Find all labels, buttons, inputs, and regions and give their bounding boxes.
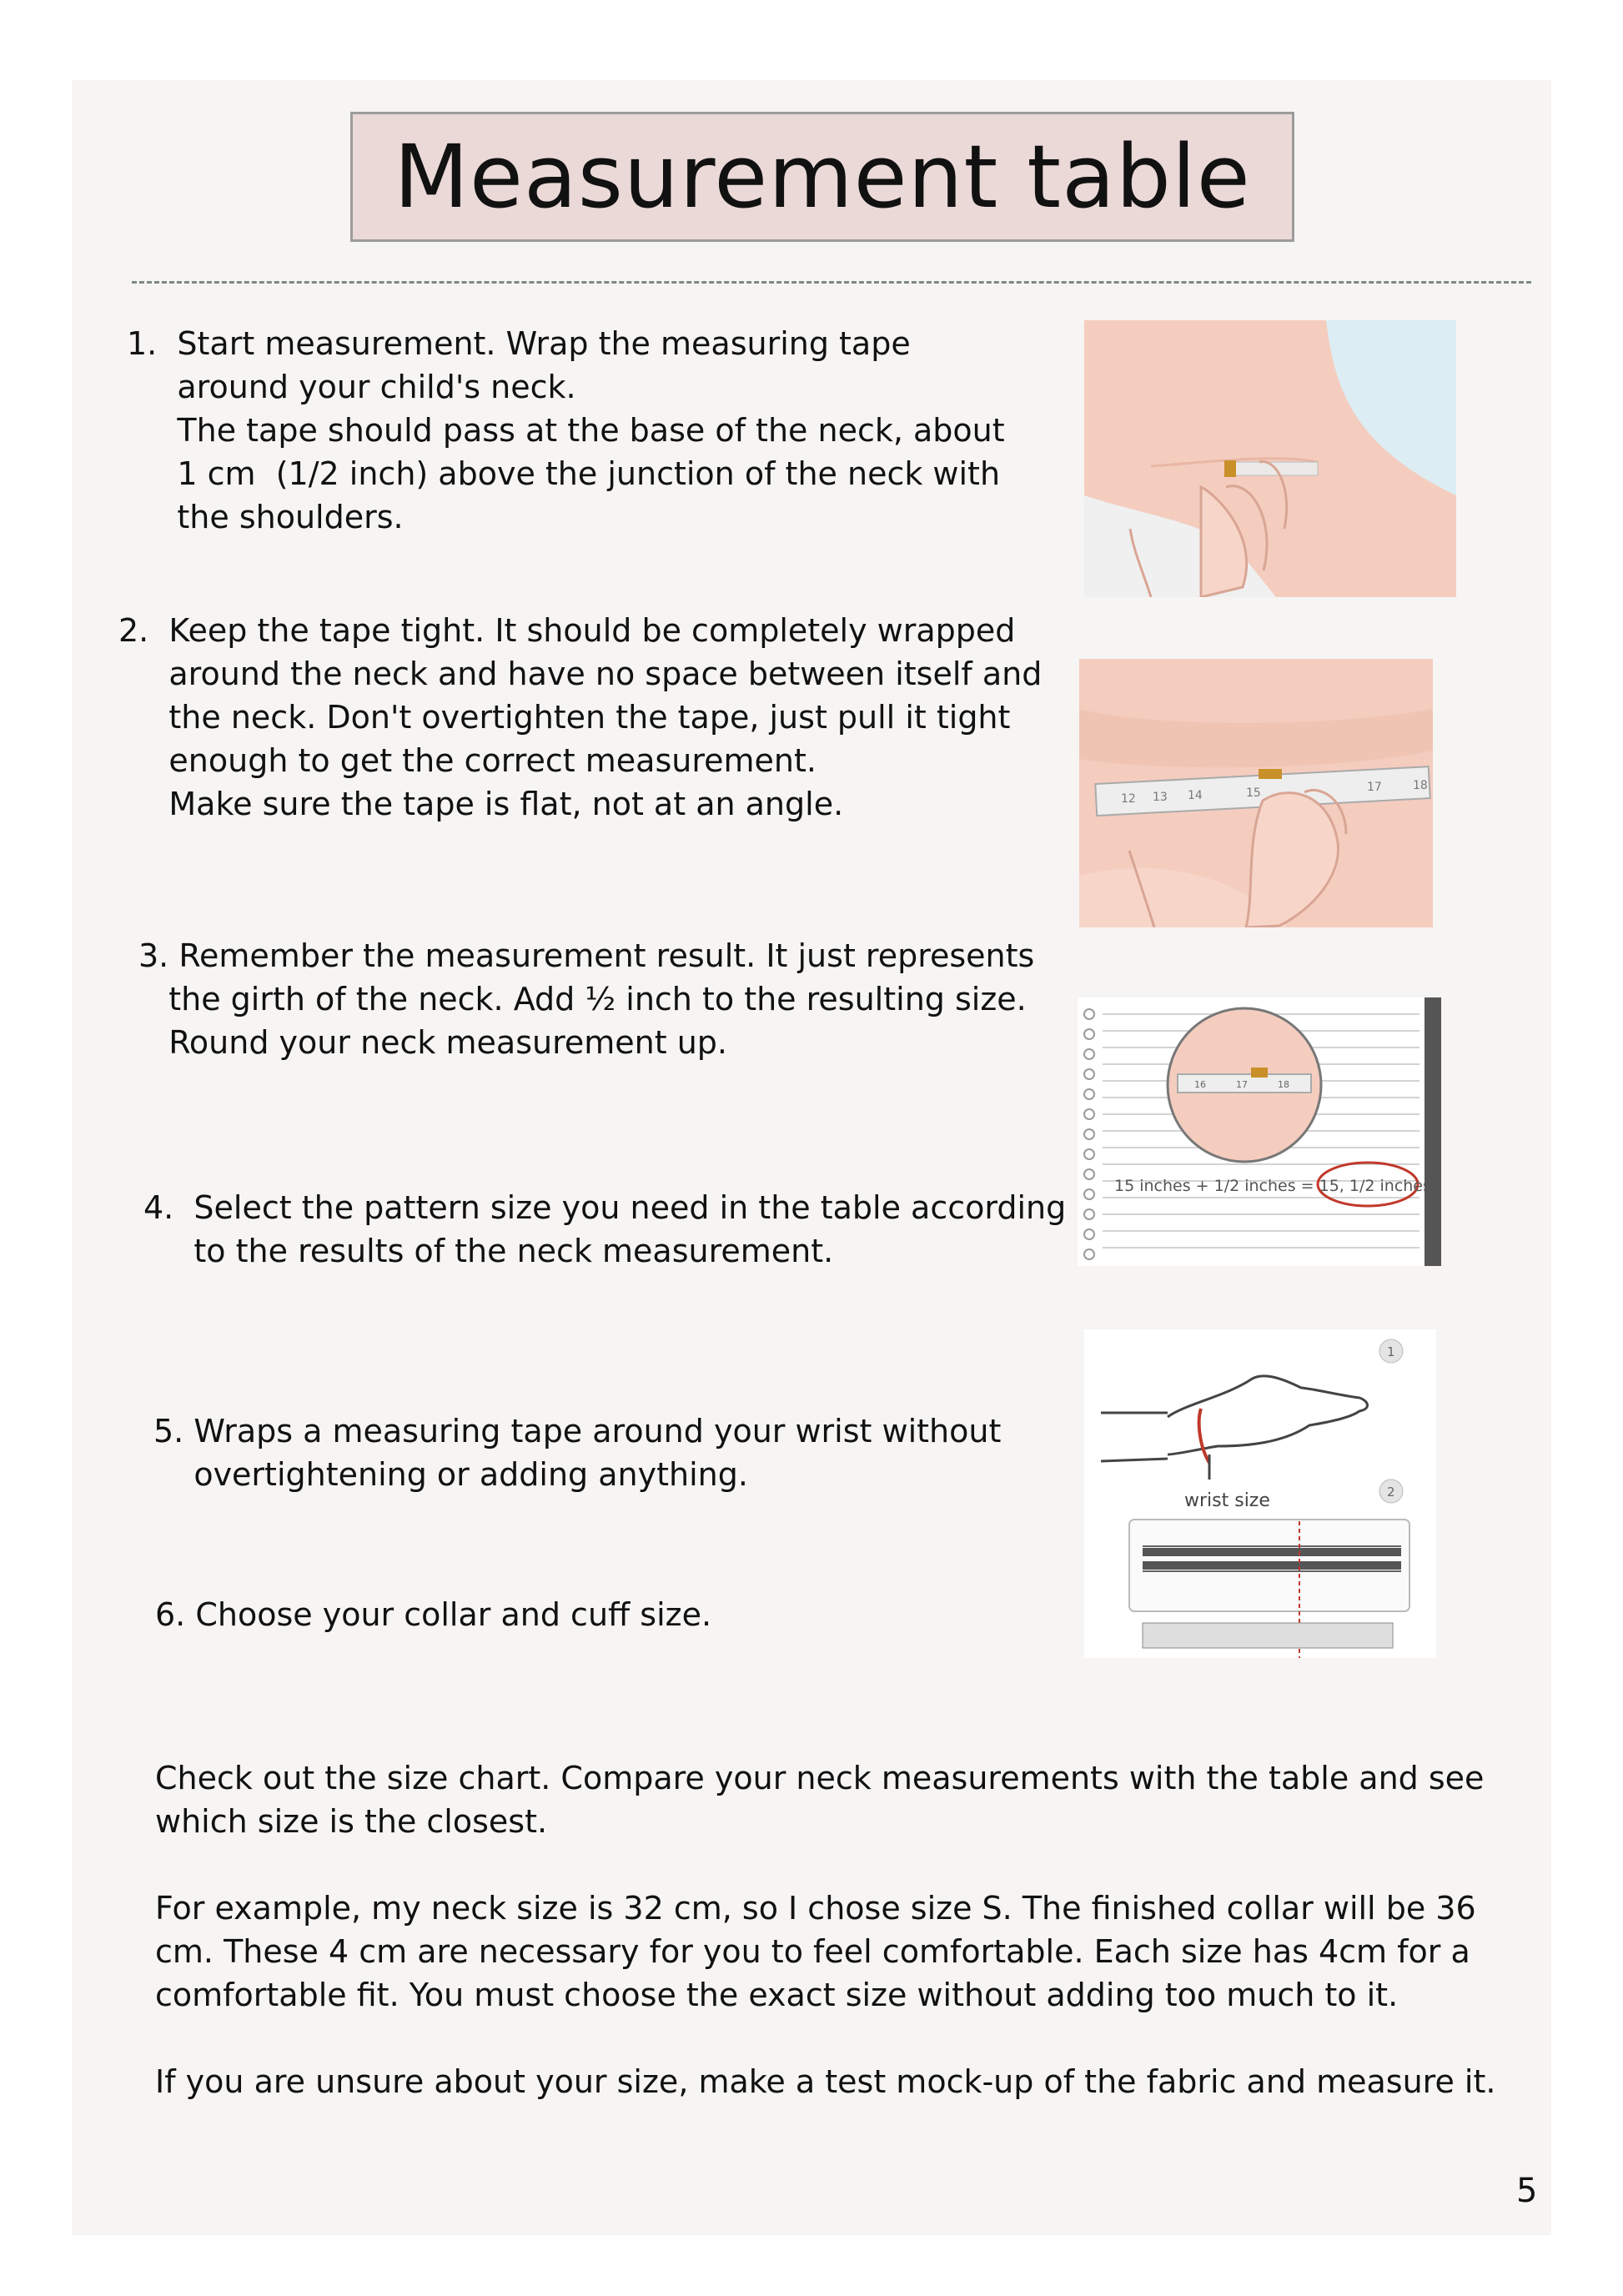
tick-15: 15 <box>1246 786 1261 800</box>
tick-17: 17 <box>1367 781 1382 794</box>
tick-14: 14 <box>1188 789 1203 802</box>
notebook-illustration <box>1078 997 1441 1266</box>
neck-tape-illustration <box>1084 320 1456 597</box>
paragraph-size-chart: Check out the size chart. Compare your neck measurements with the table and see which size is the closest. <box>155 1760 1485 1840</box>
page-title: Measurement table <box>394 126 1251 228</box>
paragraph-example: For example, my neck size is 32 cm, so I chose size S. The finished collar will be 36 cm. These 4 cm are necessary for you to feel comfortable. Each size has 4cm for a comfortable fit. You must choose the exact size without adding too much to it. <box>155 1890 1476 2013</box>
tick-18: 18 <box>1413 779 1428 792</box>
tick-13: 13 <box>1153 791 1168 804</box>
notebook-equation: 15 inches + 1/2 inches = 15, 1/2 inches <box>1114 1177 1431 1195</box>
wrist-badge-2: 2 <box>1387 1485 1395 1500</box>
step-4-text: 4. Select the pattern size you need in the table according to the results of the neck measurement. <box>143 1189 1067 1269</box>
wrist-illustration <box>1084 1329 1436 1658</box>
tick-17b: 17 <box>1236 1079 1248 1090</box>
wrist-size-label: wrist size <box>1184 1490 1270 1511</box>
title-box <box>350 112 1294 242</box>
page-number: 5 <box>1516 2172 1538 2210</box>
tick-18b: 18 <box>1278 1079 1289 1090</box>
tick-16: 16 <box>1194 1079 1206 1090</box>
tick-12: 12 <box>1121 792 1136 806</box>
step-6-text: 6. Choose your collar and cuff size. <box>155 1596 712 1633</box>
paragraph-mockup: If you are unsure about your size, make a test mock-up of the fabric and measure it. <box>155 2063 1496 2100</box>
step-2-text: 2. Keep the tape tight. It should be completely wrapped around the neck and have no space between itself and the neck. Don't overtighten the tape, just pull it tight enough to get the correct measurement. Make sure the tape is flat, not at an angle. <box>118 612 1043 822</box>
step-1-text: 1. Start measurement. Wrap the measuring tape around your child's neck. The tape should pass at the base of the neck, about 1 cm (1/2 inch) above the junction of the neck with the shoulders. <box>127 325 1005 535</box>
step-3-text: 3. Remember the measurement result. It just represents the girth of the neck. Add ½ inch to the resulting size. Round your neck measurement up. <box>138 937 1035 1061</box>
dashed-divider <box>132 281 1531 284</box>
step-5-text: 5. Wraps a measuring tape around your wrist without overtightening or adding anything. <box>153 1413 1002 1493</box>
tight-tape-illustration <box>1079 659 1433 927</box>
page <box>72 80 1551 2235</box>
wrist-badge-1: 1 <box>1387 1344 1395 1359</box>
